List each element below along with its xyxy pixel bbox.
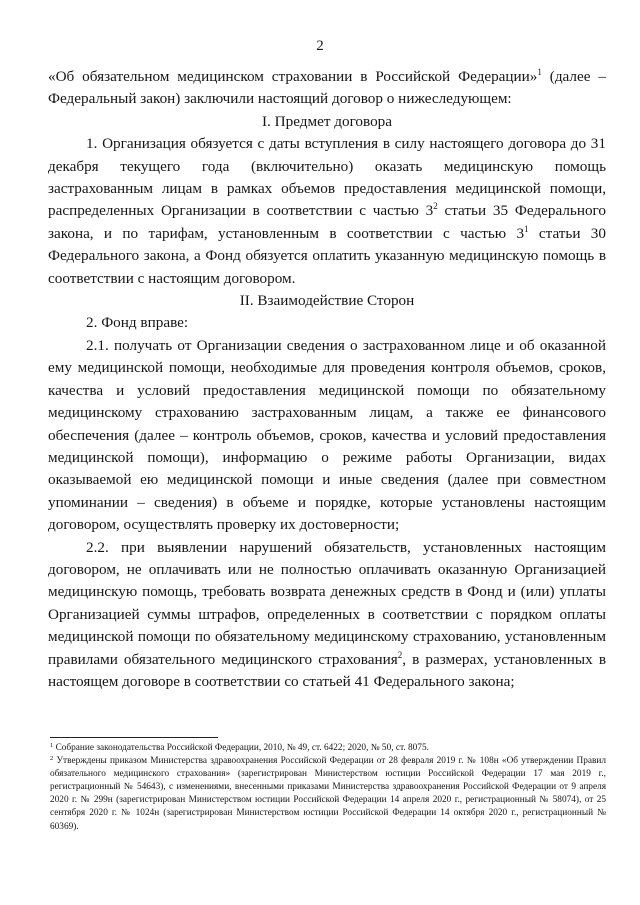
- footnote-1-mark: 1: [50, 742, 54, 749]
- footnote-1-text: Собрание законодательства Российской Федерации, 2010, № 49, ст. 6422; 2020, № 50, ст. 8075.: [53, 743, 429, 753]
- intro-paragraph: [48, 66, 606, 111]
- footnote-ref-2[interactable]: 2: [397, 649, 403, 660]
- paragraph-2-1: 2.1. получать от Организации сведения о застрахованном лице и об оказанной ему медицинской помощи, необходимые для проведения контроля объемов, сроков, качества и условий предоставления медицинской помощи по обязательному медицинскому страхованию застрахованным лицам, а также ее финансового обеспечения (далее – контроль объемов, сроков, качества и условий предоставления медицинской помощи), информацию о режиме работы Организации, видах оказываемой ею медицинской помощи и иные сведения (далее при совместном упоминании – сведения) в объеме и порядке, которые установлены настоящим договором, осуществлять проверку их достоверности;: [48, 336, 606, 534]
- footnote-divider: [50, 737, 218, 738]
- section-1-heading: I. Предмет договора: [261, 112, 393, 130]
- paragraph-2-2: [48, 537, 606, 694]
- footnote-1: [50, 742, 606, 755]
- footnote-ref-1[interactable]: 1: [537, 67, 542, 77]
- paragraph-1-part-c: статьи 30 Федерального закона, а Фонд обязуется оплатить указанную медицинскую помощь в соответствии с настоящим договором.: [48, 224, 606, 287]
- footnote-ref-part3-2: 2: [433, 201, 438, 212]
- paragraph-2-2-part-b: , в размерах, установленных в настоящем договоре в соответствии со статьей 41 Федерального закона;: [48, 650, 606, 690]
- footnote-2-text: Утверждены приказом Министерства здравоохранения Российской Федерации от 28 февраля 2019 г. № 108н «Об утверждении Правил обязательного медицинского страхования» (зарегистрирован Министерством юстиции Российской Федерации 17 мая 2019 г., регистрационный № 54643), с изменениями, внесенными приказами Министерства здравоохранения Российской Федерации от 9 апреля 2020 г. № 299н (зарегистрирован Министерством юстиции Российской Федерации 14 апреля 2020 г., регистрационный № 58074), от 25 сентября 2020 г. № 1024н (зарегистрирован Министерством юстиции Российской Федерации 14 октября 2020 г., регистрационный № 60369).: [50, 756, 606, 832]
- footnote-2-mark: 2: [50, 755, 54, 763]
- paragraph-1-part-a: 1. Организация обязуется с даты вступления в силу настоящего договора до 31 декабря текущего года (включительно) оказать медицинскую помощь застрахованным лицам в рамках объемов предоставления медицинской помощи, распределенных Организации в соответствии с частью 3: [48, 135, 606, 220]
- footnote-2: [50, 755, 606, 834]
- page-number: 2: [316, 38, 324, 54]
- intro-text: (далее – Федеральный закон) заключили настоящий договор о нижеследующем:: [48, 68, 606, 108]
- paragraph-2: 2. Фонд вправе:: [86, 314, 189, 332]
- paragraph-1-part-b: статьи 35 Федерального закона, и по тарифам, установленным в соответствии с частью 3: [48, 202, 606, 242]
- section-2-heading: II. Взаимодействие Сторон: [239, 292, 415, 310]
- paragraph-2-2-part-a: 2.2. при выявлении нарушений обязательств, установленных настоящим договором, не оплачивать или не полностью оплачивать оказанную Организацией медицинскую помощь, требовать возврата денежных средств в Фонд и (или) уплаты Организацией суммы штрафов, определенных в соответствии с порядком оплаты медицинской помощи по обязательному медицинскому страхованию, установленным правилами обязательного медицинского страхования: [48, 538, 606, 668]
- footnotes: [50, 742, 606, 834]
- paragraph-1: [48, 133, 606, 290]
- intro-law-title: «Об обязательном медицинском страховании в Российской Федерации»: [48, 68, 538, 85]
- document-body: [48, 66, 606, 693]
- footnote-ref-part3-1: 1: [524, 223, 529, 234]
